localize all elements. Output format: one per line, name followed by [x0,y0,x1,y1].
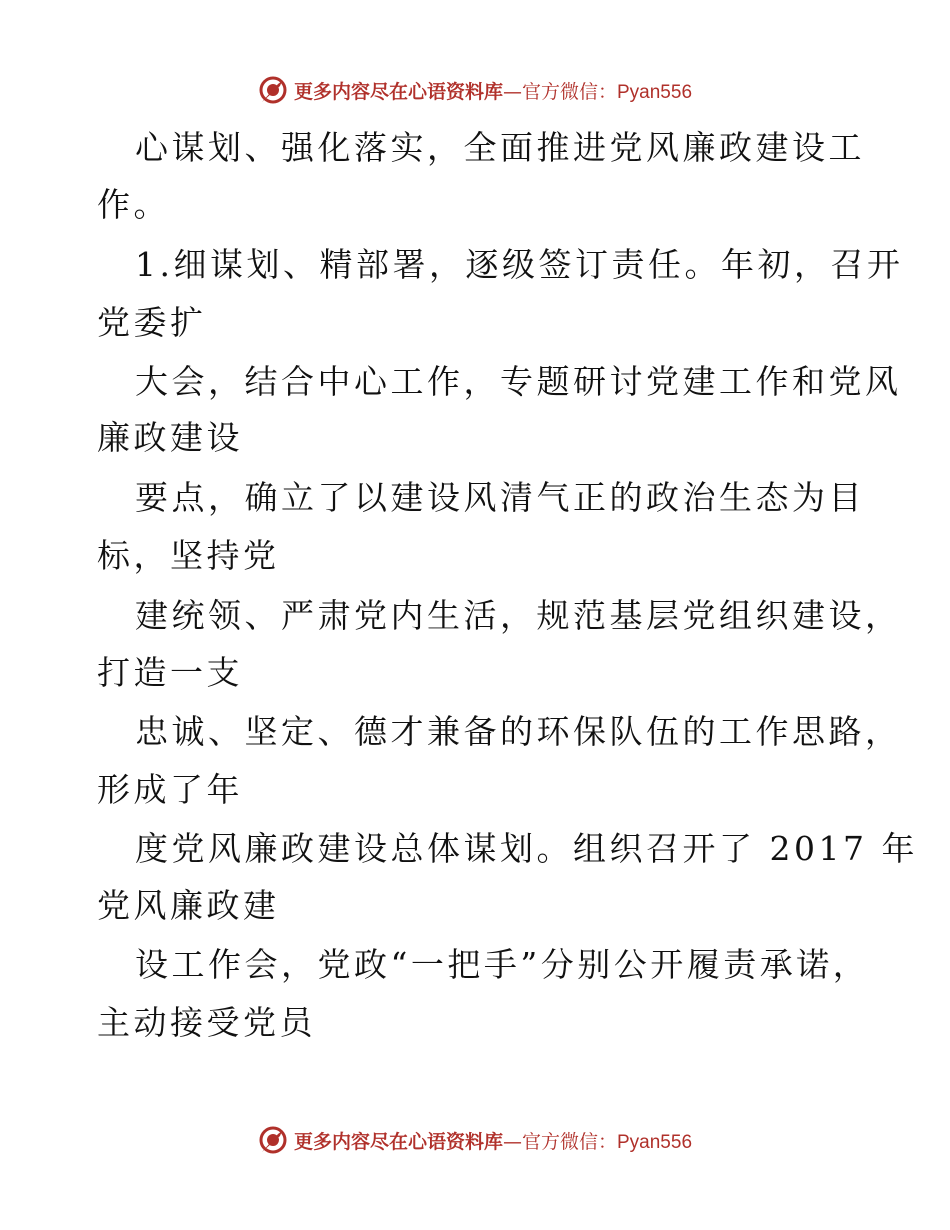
banner-wechat-id: Pyan556 [617,1131,693,1153]
body-line: 作。 [97,185,170,224]
body-line: 廉政建设 [97,418,243,457]
body-line: 1.细谋划、精部署，逐级签订责任。年初，召开 [135,245,904,284]
banner-text [294,1127,692,1154]
body-line: 忠诚、坚定、德才兼备的环保队伍的工作思路， [135,712,902,751]
banner-sub-text: 官方微信： [521,80,617,103]
body-line: 标，坚持党 [97,536,280,575]
brush-pen-logo-icon [258,1125,288,1155]
banner-main-text: 更多内容尽在心语资料库 [293,1130,503,1153]
body-line: 建统领、严肃党内生活，规范基层党组织建设， [135,596,902,635]
body-line: 党委扩 [97,303,207,342]
banner-text [294,77,692,104]
body-line: 设工作会，党政“一把手”分别公开履责承诺， [135,945,870,984]
banner-main-text: 更多内容尽在心语资料库 [293,80,503,103]
body-line: 度党风廉政建设总体谋划。组织召开了 2017 年 [135,829,918,868]
footer-banner [0,1120,950,1160]
body-line: 打造一支 [97,653,243,692]
body-line: 主动接受党员 [97,1003,316,1042]
header-banner [0,70,950,110]
body-line: 形成了年 [97,770,243,809]
body-line: 要点，确立了以建设风清气正的政治生态为目 [135,478,865,517]
brush-pen-logo-icon [258,75,288,105]
body-line: 大会，结合中心工作，专题研讨党建工作和党风 [135,362,902,401]
banner-wechat-id: Pyan556 [617,81,693,103]
body-line: 心谋划、强化落实，全面推进党风廉政建设工 [135,128,865,167]
banner-sub-text: 官方微信： [521,1130,617,1153]
banner-dash: — [502,1130,522,1153]
banner-dash: — [502,80,522,103]
body-line: 党风廉政建 [97,886,280,925]
